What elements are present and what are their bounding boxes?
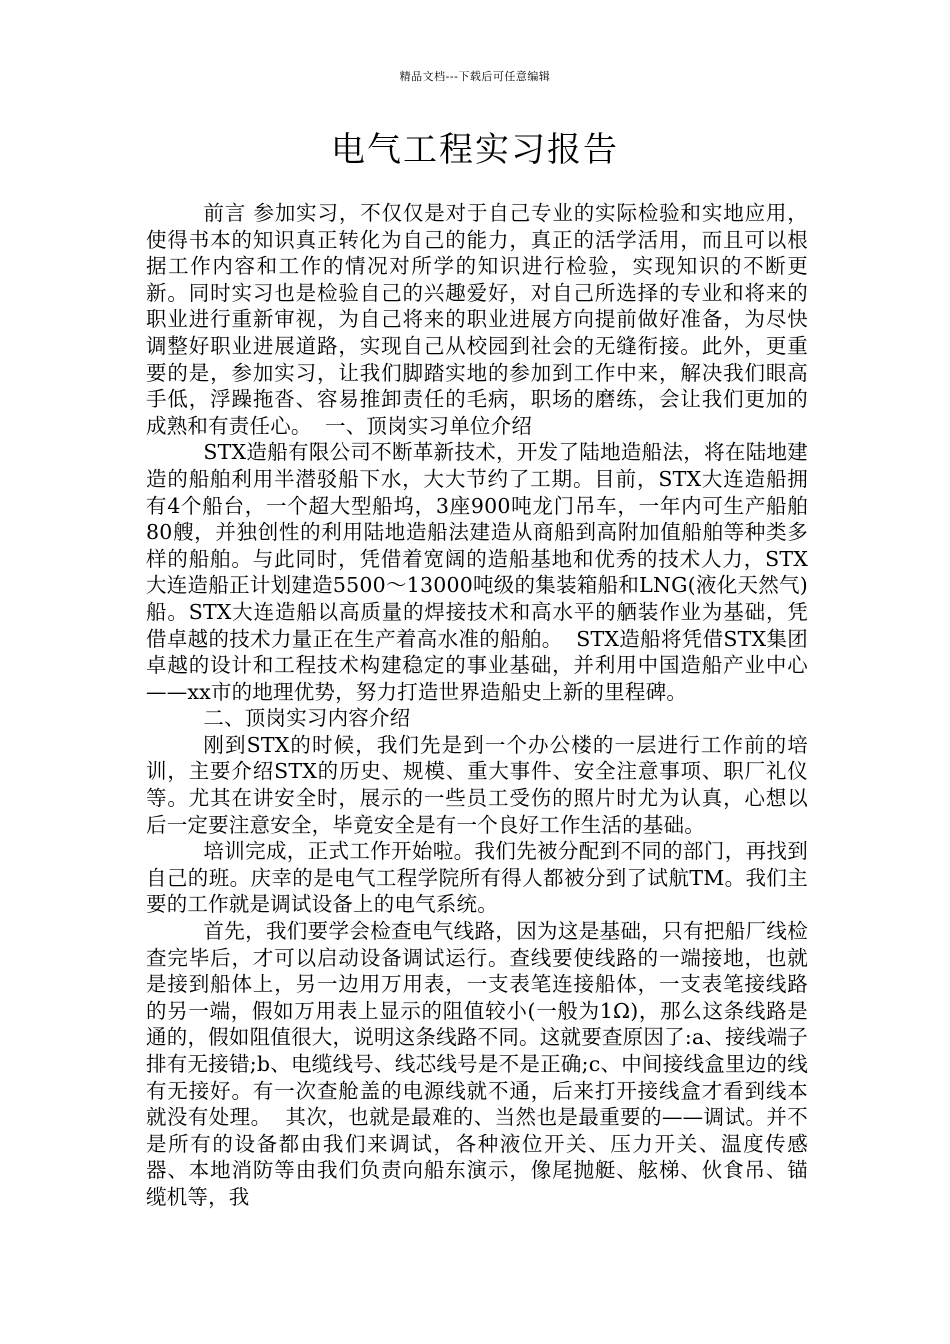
paragraph-assignment: 培训完成，正式工作开始啦。我们先被分配到不同的部门，再找到自己的班。庆幸的是电气工程学院所有得人都被分到了试航TM。我们主要的工作就是调试设备上的电气系统。 — [146, 839, 808, 917]
paragraph-training: 刚到STX的时候，我们先是到一个办公楼的一层进行工作前的培训，主要介绍STX的历史、规模、重大事件、安全注意事项、职厂礼仪等。尤其在讲安全时，展示的一些员工受伤的照片时尤为认真，心想以后一定要注意安全，毕竟安全是有一个良好工作生活的基础。 — [146, 732, 808, 837]
paragraph-company-intro: STX造船有限公司不断革新技术，开发了陆地造船法，将在陆地建造的船舶利用半潜驳船下水，大大节约了工期。目前，STX大连造船拥有4个船台，一个超大型船坞，3座900吨龙门吊车，一年内可生产船舶80艘，并独创性的利用陆地造船法建造从商船到高附加值船舶等种类多样的船舶。与此同时，凭借着宽阔的造船基地和优秀的技术人力，STX大连造船正计划建造5500～13000吨级的集装箱船和LNG(液化天然气)船。STX大连造船以高质量的焊接技术和高水平的舾装作业为基础，凭借卓越的技术力量正在生产着高水准的船舶。 STX造船将凭借STX集团卓越的设计和工程技术构建稳定的事业基础，并利用中国造船产业中心——xx市的地理优势，努力打造世界造船史上新的里程碑。 — [146, 440, 808, 704]
paragraph-preface: 前言 参加实习，不仅仅是对于自己专业的实际检验和实地应用，使得书本的知识真正转化为自己的能力，真正的活学活用，而且可以根据工作内容和工作的情况对所学的知识进行检验，实现知识的不断更新。同时实习也是检验自己的兴趣爱好，对自己所选择的专业和将来的职业进行重新审视，为自己将来的职业进展方向提前做好准备，为尽快调整好职业进展道路，实现自己从校园到社会的无缝衔接。此外，更重要的是，参加实习，让我们脚踏实地的参加到工作中来，解决我们眼高手低，浮躁拖沓、容易推卸责任的毛病，职场的磨练，会让我们更加的成熟和有责任心。 一、顶岗实习单位介绍 — [146, 201, 808, 438]
document-body — [146, 200, 808, 1211]
section-heading-internship-content: 二、顶岗实习内容介绍 — [203, 706, 411, 731]
header-note: 精品文档---下载后可任意编辑 — [399, 70, 551, 83]
paragraph-line-check: 首先，我们要学会检查电气线路，因为这是基础，只有把船厂线检查完毕后，才可以启动设备调试运行。查线要使线路的一端接地，也就是接到船体上，另一边用万用表，一支表笔连接船体，一支表笔接线路的另一端，假如万用表上显示的阻值较小(一般为1Ω)，那么这条线路是通的，假如阻值很大，说明这条线路不同。这就要查原因了:a、接线端子排有无接错;b、电缆线号、线芯线号是不是正确;c、中间接线盒里边的线有无接好。有一次查舱盖的电源线就不通，后来打开接线盒才看到线本就没有处理。 其次，也就是最难的、当然也是最重要的——调试。并不是所有的设备都由我们来调试，各种液位开关、压力开关、温度传感器、本地消防等由我们负责向船东演示，像尾抛艇、舷梯、伙食吊、锚缆机等，我 — [146, 919, 808, 1209]
document-title: 电气工程实习报告 — [331, 130, 619, 170]
